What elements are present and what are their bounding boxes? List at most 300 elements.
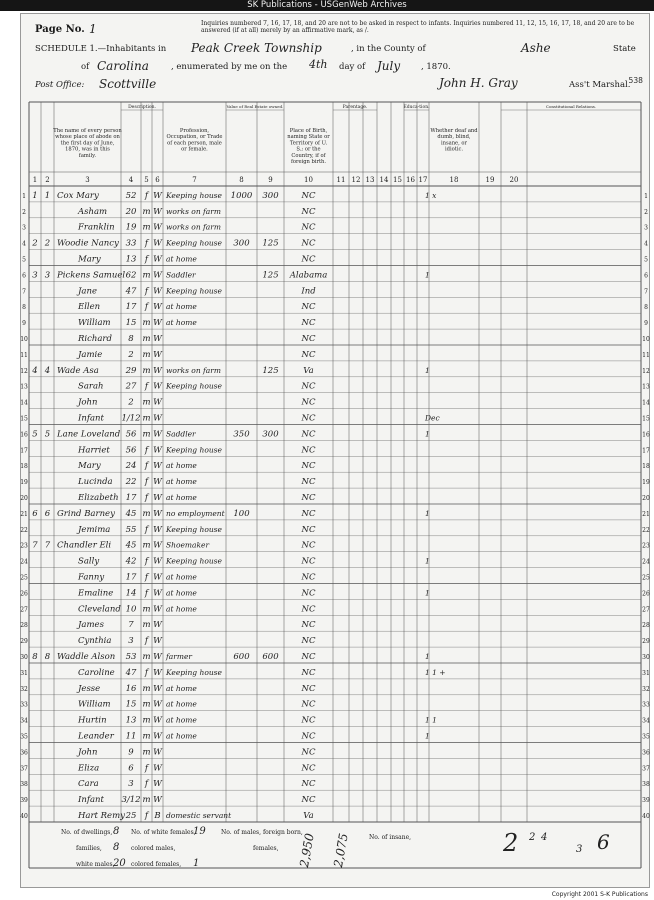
row-number-right: 25 [642,574,650,582]
row-number-left: 34 [20,717,28,725]
resident-race: W [153,270,162,281]
row-marks: 1 1 [425,715,437,725]
resident-name: Wade Asa [57,365,99,376]
header-value: Value of Real Estate owned. [226,104,284,109]
resident-name: Eliza [78,763,100,774]
family-number: 1 [44,190,51,201]
resident-occupation: at home [166,572,197,582]
resident-sex: m [142,508,151,519]
year-label: , 1870. [421,62,451,72]
row-marks: 1 x [425,190,437,200]
resident-age: 3 [128,636,134,647]
families-value: 8 [113,842,120,853]
row-marks: 1 [425,588,430,598]
row-number-right: 34 [642,717,650,725]
dwelling-number: 6 [32,508,38,519]
resident-age: 7 [128,620,134,631]
column-number: 17 [418,176,428,184]
personal-estate-value: 125 [262,238,279,249]
resident-sex: f [144,302,149,313]
resident-birthplace: NC [301,795,316,806]
resident-birthplace: NC [301,381,316,392]
resident-birthplace: NC [301,206,316,217]
row-number-left: 31 [20,669,28,677]
resident-age: 56 [125,429,137,440]
resident-birthplace: NC [301,477,316,488]
row-number-right: 27 [642,606,650,614]
families-label: families, [76,845,102,852]
row-number-right: 15 [642,415,650,423]
resident-birthplace: NC [301,652,316,662]
day-value: 4th [309,58,328,71]
resident-race: W [153,381,162,392]
row-number-left: 4 [22,240,26,248]
resident-name: Fanny [78,572,105,583]
resident-name: Cleveland [78,604,121,615]
insane-label: No. of insane, [369,834,412,841]
resident-race: W [153,334,162,344]
resident-birthplace: NC [301,413,316,424]
resident-occupation: at home [166,588,197,598]
colored-females-label: colored females, [131,861,182,868]
resident-name: Cox Mary [57,190,99,201]
column-number: 19 [485,176,495,184]
personal-estate-value: 125 [262,270,279,281]
resident-age: 27 [125,381,137,392]
dwelling-number: 7 [32,540,38,551]
resident-name: Jamie [78,349,103,360]
row-number-left: 9 [22,320,26,328]
page-label: Page No. [35,24,85,35]
resident-age: 17 [125,493,137,503]
resident-occupation: works on farm [166,222,221,232]
resident-age: 10 [125,604,137,615]
resident-name: James [78,620,104,631]
header-occupation: or female. [181,146,208,153]
dwelling-number: 3 [32,270,38,281]
resident-race: W [153,604,162,615]
resident-name: Grind Barney [57,508,115,519]
row-number-left: 19 [20,479,28,487]
tally-d: 3 [576,844,583,855]
row-number-left: 21 [20,510,28,518]
resident-birthplace: NC [301,445,316,456]
row-number-left: 14 [20,399,28,407]
resident-sex: f [144,763,149,774]
females-foreign-label: females, [253,845,279,852]
resident-name: Chandler Eli [57,540,112,551]
resident-age: 62 [125,270,137,281]
row-number-right: 5 [644,256,648,264]
row-number-right: 6 [644,272,648,280]
resident-name: Asham [78,206,108,217]
dwelling-number: 1 [32,190,38,201]
dwelling-number: 2 [32,238,38,249]
resident-race: W [153,508,162,519]
resident-birthplace: NC [301,763,316,774]
resident-name: Sally [78,556,100,567]
resident-sex: m [142,270,151,281]
resident-birthplace: NC [301,493,316,503]
column-number: 18 [449,176,459,184]
resident-name: William [78,318,111,329]
resident-name: Leander [78,731,114,742]
row-number-right: 26 [642,590,650,598]
row-number-left: 26 [20,590,28,598]
resident-sex: m [142,699,151,710]
personal-estate-value: 600 [262,652,279,662]
state-value: Carolina [97,59,149,73]
resident-age: 33 [125,238,137,249]
real-estate-value: 300 [233,238,250,249]
row-number-left: 37 [20,765,28,773]
header-description: Description. [128,105,156,110]
row-number-left: 40 [20,813,28,820]
dwelling-number: 4 [32,365,38,376]
personal-estate-value: 125 [262,365,279,376]
resident-birthplace: NC [301,667,316,678]
resident-occupation: works on farm [166,206,221,216]
row-marks: 1 [425,652,430,661]
census-grid [21,14,649,887]
row-number-left: 8 [22,304,26,312]
row-number-left: 6 [22,272,26,280]
resident-sex: m [142,540,151,551]
resident-name: Cynthia [78,636,112,647]
resident-sex: m [142,222,151,233]
resident-race: W [153,222,162,233]
resident-race: W [153,524,162,535]
resident-birthplace: NC [301,461,316,472]
resident-birthplace: NC [301,429,316,440]
resident-age: 45 [125,540,137,551]
row-number-left: 23 [20,542,28,550]
resident-birthplace: NC [301,222,316,233]
resident-sex: m [142,429,151,440]
row-number-left: 17 [20,447,28,455]
resident-name: John [78,747,98,758]
resident-race: W [153,763,162,774]
resident-name: Infant [78,795,104,806]
header-birthplace: naming State or [287,134,330,141]
row-number-left: 18 [20,463,28,471]
row-number-left: 13 [20,383,28,391]
resident-sex: f [144,461,149,472]
row-number-left: 27 [20,606,28,614]
header-occupation: of each person, male [167,140,222,147]
resident-age: 8 [128,334,134,344]
row-number-right: 18 [642,463,650,471]
row-marks: 1 [425,508,430,518]
post-office-label: Post Office: [35,80,85,90]
family-number: 5 [44,429,51,440]
resident-name: Sarah [78,381,104,392]
resident-age: 19 [125,222,137,233]
header-birthplace: Country, if of [291,152,326,159]
row-number-left: 1 [22,192,26,200]
header-disability: idiotic. [444,146,464,153]
resident-sex: m [142,604,151,615]
row-number-left: 36 [20,749,28,757]
resident-race: W [153,556,162,567]
resident-age: 16 [125,683,137,694]
resident-race: W [153,413,162,424]
column-number: 12 [351,176,361,184]
resident-sex: m [142,795,151,806]
row-number-right: 28 [642,622,650,630]
column-number: 14 [379,176,389,184]
family-number: 4 [44,365,51,376]
tally-b: 2 [529,832,536,843]
column-number: 20 [509,176,519,184]
post-office-value: Scottville [99,77,157,91]
resident-name: Hurtin [78,715,107,726]
resident-name: Mary [78,254,101,265]
resident-birthplace: NC [301,254,316,265]
total-personal-estate: 2,075 [331,832,351,869]
row-number-left: 5 [22,256,26,264]
resident-occupation: Saddler [166,429,196,439]
resident-name: Woodie Nancy [57,238,119,249]
resident-birthplace: NC [301,397,316,408]
resident-occupation: at home [166,604,197,614]
page-stamp: 538 [628,76,643,85]
resident-race: W [153,318,162,329]
resident-name: Richard [78,334,112,344]
resident-race: W [153,699,162,710]
instructions-note: Inquiries numbered 7, 16, 17, 18, and 20 are not to be asked in respect to infants. Inquiries numbered 11, 12, 15, 16, 17, 18, and 20 are to be answered (if at all) merely by an affirmative mark, as /. [201,20,635,34]
row-number-left: 7 [22,288,26,296]
page-number: 1 [89,22,97,36]
dwelling-number: 8 [32,652,38,662]
resident-name: Mary [78,461,101,472]
resident-race: W [153,540,162,551]
colored-males-label: colored males, [131,845,176,852]
resident-name: Ellen [78,302,101,313]
tally-a: 2 [503,829,519,857]
resident-age: 3 [128,779,134,790]
resident-sex: f [144,286,149,297]
resident-birthplace: NC [301,540,316,551]
white-males-value: 20 [113,858,126,869]
header-name: the first day of June, [60,140,115,147]
header-birthplace: S.; or the [296,146,321,153]
row-number-right: 8 [644,304,648,312]
column-number: 6 [155,176,160,184]
resident-birthplace: NC [301,556,316,567]
resident-age: 9 [128,747,134,758]
row-number-right: 11 [642,351,650,359]
resident-race: W [153,795,162,806]
column-number: 10 [304,176,313,184]
total-real-estate: 2,950 [297,832,317,869]
header-disability: dumb, blind, [437,134,471,141]
resident-occupation: at home [166,477,197,487]
row-number-left: 3 [22,224,26,232]
resident-race: W [153,652,162,662]
resident-occupation: at home [166,699,197,709]
row-number-right: 38 [642,781,650,789]
resident-occupation: no employment [166,508,225,518]
row-number-left: 15 [20,415,28,423]
resident-sex: f [144,779,149,790]
resident-occupation: Keeping house [166,238,222,248]
column-number: 15 [393,176,402,184]
header-occupation: Profession, [179,128,210,134]
row-number-right: 12 [642,367,650,375]
resident-name: Harriet [78,445,110,456]
resident-age: 53 [125,652,137,662]
personal-estate-value: 300 [262,190,279,201]
resident-race: W [153,747,162,758]
marshal-title: Ass't Marshal. [569,80,631,90]
resident-age: 17 [125,572,137,583]
row-number-right: 17 [642,447,650,455]
resident-race: W [153,397,162,408]
resident-birthplace: NC [301,715,316,726]
resident-age: 47 [125,667,137,678]
resident-birthplace: NC [301,318,316,329]
row-number-right: 29 [642,638,650,646]
column-number: 1 [32,176,38,184]
resident-birthplace: Ind [301,286,316,297]
row-number-right: 36 [642,749,650,757]
resident-sex: f [144,445,149,456]
row-number-left: 39 [20,797,28,805]
row-marks: 1 [425,731,430,741]
header-education: Educa-tion. [403,105,430,110]
header-name: 1870, was in this [65,146,110,153]
resident-age: 17 [125,302,137,313]
row-marks: Dec [425,413,440,423]
row-number-right: 4 [644,240,648,248]
resident-race: W [153,190,162,201]
column-number: 11 [336,176,346,184]
resident-birthplace: NC [301,699,316,710]
resident-occupation: works on farm [166,365,221,375]
resident-age: 1/12 [121,413,141,424]
resident-age: 3/12 [121,795,141,806]
resident-name: Hart Remy [78,811,125,821]
row-number-left: 10 [20,336,28,343]
resident-sex: f [144,190,149,201]
row-number-right: 9 [644,320,648,328]
row-marks: 1 [425,365,430,375]
resident-birthplace: Va [303,365,314,376]
resident-sex: f [144,572,149,583]
resident-sex: f [144,556,149,567]
resident-sex: m [142,652,151,662]
resident-sex: m [142,747,151,758]
resident-age: 13 [125,715,137,726]
resident-name: Infant [78,413,104,424]
resident-race: W [153,683,162,694]
row-number-right: 13 [642,383,650,391]
resident-age: 2 [128,349,134,360]
township-value: Peak Creek Township [191,41,322,55]
row-number-right: 37 [642,765,650,773]
resident-sex: f [144,477,149,488]
column-number: 7 [192,176,197,184]
resident-occupation: at home [166,493,197,502]
resident-race: B [154,811,161,821]
row-number-right: 3 [644,224,648,232]
resident-sex: f [144,493,149,503]
resident-race: W [153,365,162,376]
header-birthplace: Place of Birth, [289,128,328,134]
month-value: July [377,59,401,73]
row-number-right: 23 [642,542,650,550]
census-sheet [20,13,650,888]
dwelling-number: 5 [32,429,38,440]
resident-birthplace: NC [301,731,316,742]
resident-age: 11 [125,731,137,742]
resident-occupation: at home [166,683,197,693]
row-marks: 1 [425,270,430,280]
resident-birthplace: NC [301,588,316,599]
row-number-left: 25 [20,574,28,582]
column-number: 9 [268,176,273,184]
county-value: Ashe [521,41,551,55]
resident-sex: m [142,397,151,408]
resident-age: 25 [125,811,137,821]
resident-sex: f [144,811,149,821]
row-number-right: 39 [642,797,650,805]
family-number: 7 [44,540,51,551]
resident-birthplace: NC [301,349,316,360]
row-number-right: 16 [642,431,650,439]
row-number-left: 35 [20,733,28,741]
family-number: 2 [44,238,51,249]
row-number-right: 31 [642,669,650,677]
real-estate-value: 600 [233,652,250,662]
resident-birthplace: Alabama [289,270,328,281]
row-number-left: 28 [20,622,28,630]
row-marks: 1 [425,556,430,566]
resident-birthplace: Va [303,811,314,821]
resident-age: 13 [125,254,137,265]
tally-e: 6 [597,830,610,854]
family-number: 6 [44,508,51,519]
resident-birthplace: NC [301,508,316,519]
row-number-left: 16 [20,431,28,439]
resident-name: Franklin [78,222,115,233]
resident-race: W [153,715,162,726]
resident-birthplace: NC [301,190,316,201]
row-number-left: 2 [22,208,26,216]
dwellings-value: 8 [113,826,120,837]
resident-occupation: Keeping house [166,556,222,566]
resident-race: W [153,238,162,249]
resident-name: Pickens Samuel [57,270,126,281]
resident-age: 22 [125,477,137,488]
row-number-right: 32 [642,685,650,693]
resident-birthplace: NC [301,524,316,535]
row-number-left: 33 [20,701,28,709]
resident-age: 29 [125,365,137,376]
tally-c: 4 [541,832,548,843]
resident-sex: m [142,683,151,694]
column-number: 5 [144,176,149,184]
resident-name: Lucinda [78,477,113,488]
dwellings-label: No. of dwellings, [61,829,113,836]
resident-sex: f [144,588,149,599]
colored-females-value: 1 [193,858,200,869]
resident-sex: f [144,381,149,392]
resident-occupation: at home [166,461,197,471]
resident-sex: f [144,254,149,265]
resident-sex: f [144,238,149,249]
